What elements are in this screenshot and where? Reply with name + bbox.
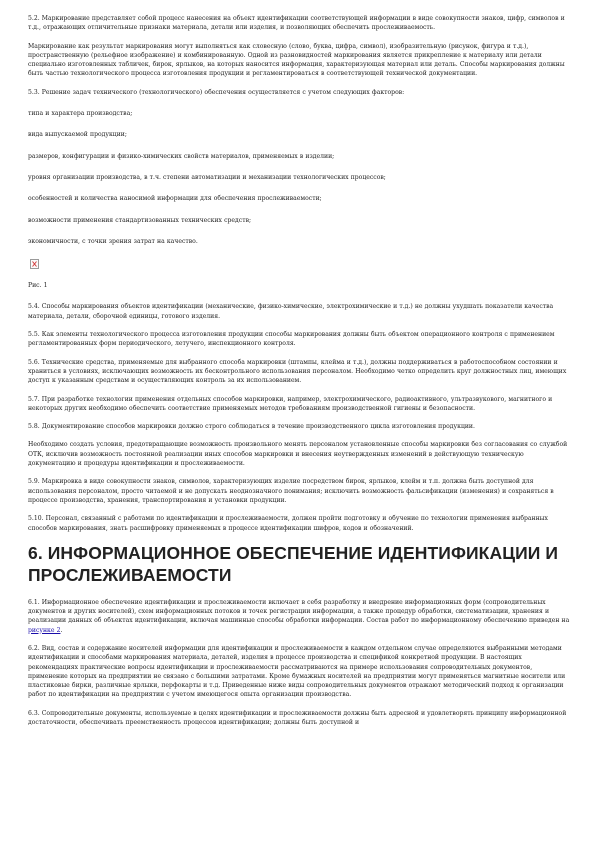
factor-item: возможности применения стандартизованных технических средств; bbox=[28, 216, 252, 224]
paragraph-5-10: 5.10. Персонал, связанный с работами по идентификации и прослеживаемости, должен пройти подготовку и обучение по технологии применения выбранных способов маркирования, знать расшифровку применяемых в процессе идентификации шифров, кодов и обозначений. bbox=[28, 515, 548, 532]
factor-item: особенностей и количества наносимой информации для обеспечения прослеживаемости; bbox=[28, 195, 322, 203]
paragraph-6-1-text: 6.1. Информационное обеспечение идентификации и прослеживаемости включает в себя разработку и внедрение информационных форм (сопроводительных документов и других носителей), схем информационных потоков и точек регистрации информации, а также процедур обработки, систематизации, хранения и реализации данных об объектах идентификации, включая машинные способы обработки информации. Состав работ по информационному обеспечению приведен на bbox=[28, 598, 570, 625]
paragraph-6-3: 6.3. Сопроводительные документы, используемые в целях идентификации и прослеживаемости должны быть адресной и удовлетворять принципу информационной достаточности, обеспечивать преемственность процессов идентификации; должны быть доступной и bbox=[28, 709, 567, 727]
paragraph-5-8: 5.8. Документирование способов маркировки должно строго соблюдаться в течение производственного цикла изготовления продукции. bbox=[28, 423, 475, 431]
figure-1 bbox=[28, 258, 570, 281]
factor-item: уровня организации производства, в т.ч. степени автоматизации и механизации технологических процессов; bbox=[28, 173, 386, 181]
figure-caption: Рис. 1 bbox=[28, 282, 48, 290]
figure-2-link[interactable]: рисунке 2 bbox=[28, 626, 61, 634]
paragraph-5-3: 5.3. Решение задач технического (технологического) обеспечения осуществляется с учетом следующих факторов: bbox=[28, 88, 405, 96]
paragraph-6-1 bbox=[28, 598, 570, 635]
factor-item: размеров, конфигурации и физико-химических свойств материалов, применяемых в изделии; bbox=[28, 152, 335, 160]
section-heading: 6. ИНФОРМАЦИОННОЕ ОБЕСПЕЧЕНИЕ ИДЕНТИФИКАЦИИ И ПРОСЛЕЖИВАЕМОСТИ bbox=[28, 542, 559, 585]
paragraph-marking-forms: Маркирование как результат маркирования могут выполняться как словесную (слово, буква, цифра, символ), изобразительную (рисунок, фигура и т.д.), пространственную (рельефное изображение) и комбинированную. Одной из разновидностей маркирования является прикрепление к материалу или детали специально изготовленных табличек, бирок, ярлыков, на которых наносится информация, характеризующая материал или деталь. Способы маркирования должны быть частью технологического процесса изготовления продукции и регламентироваться в соответствующей технической документации. bbox=[28, 42, 565, 78]
paragraph-6-1-end: . bbox=[60, 626, 63, 634]
paragraph-6-2: 6.2. Вид, состав и содержание носителей информации для идентификации и прослеживаемости в каждом отдельном случае определяются выбранными методами идентификации и способами маркирования материала, деталей, изделия в процессе производства и спецификой конкретной продукции. В настоящих рекомендациях практические вопросы идентификации и прослеживаемости рассматриваются на примере использования сопроводительных документов, применение которых на предприятии не связано с большими затратами. Кроме бумажных носителей на предприятии могут применяться магнитные носители или пластиковые бирки, различные ярлыки, перфокарты и т.д. Приведенные ниже виды сопроводительных документов отражают методический подход к организации работ по идентификации на предприятии с учетом имеющегося опыта организации производства. bbox=[28, 644, 566, 699]
paragraph-5-7: 5.7. При разработке технологии применения отдельных способов маркировки, например, электрохимического, радиоактивного, ультразвукового, магнитного и некоторых других необходимо обеспечить соответствие применяемых методов требованиям производственной гигиены и безопасности. bbox=[28, 395, 553, 412]
broken-image-icon[interactable] bbox=[30, 259, 39, 269]
paragraph-ot-control: Необходимо создать условия, предотвращающие возможность произвольного менять персоналом установленные способы маркировки без согласования со службой ОТК, исключив возможность постоянной реализации иных способов маркировки и внесения неутвержденных изменений в действующую техническую документацию и процедуры идентификации и прослеживаемости. bbox=[28, 441, 568, 468]
document-page bbox=[28, 14, 570, 736]
paragraph-5-9: 5.9. Маркировка в виде совокупности знаков, символов, характеризующих изделие посредством бирок, ярлыков, клейм и т.п. должна быть доступной для использования персоналом, просто читаемой и не допускать неоднозначного понимания; исключить возможность фальсификации (изменения) и сохраняться в процессе производства, хранения, транспортирования и установки продукции. bbox=[28, 478, 554, 504]
paragraph-5-6: 5.6. Технические средства, применяемые для выбранного способа маркировки (штампы, клейма и т.д.), должны поддерживаться в работоспособном состоянии и храниться в условиях, исключающих возможность их бесконтрольного использования персоналом. Необходимо четко определить круг должностных лиц, имеющих доступ к указанным средствам и осуществляющих контроль за их использованием. bbox=[28, 358, 567, 385]
paragraph-5-4: 5.4. Способы маркирования объектов идентификации (механические, физико-химические, электрохимические и т.д.) не должны ухудшать показатели качества материала, детали, сборочной единицы, готового изделия. bbox=[28, 303, 554, 320]
factor-item: экономичности, с точки зрения затрат на качество. bbox=[28, 237, 198, 245]
factor-item: типа и характера производства; bbox=[28, 110, 133, 118]
paragraph-5-2: 5.2. Маркирование представляет собой процесс нанесения на объект идентификации соответствующей информации в виде совокупности знаков, цифр, символов и т.д., отражающих отличительные признаки материала, детали или изделия, и позволяющих обеспечить прослеживаемость. bbox=[28, 15, 565, 32]
paragraph-5-5: 5.5. Как элементы технологического процесса изготовления продукции способы маркирования должны быть объектом операционного контроля с применением регламентированных форм периодического, летучего, инспекционного контроля. bbox=[28, 331, 555, 348]
factor-item: вида выпускаемой продукции; bbox=[28, 131, 127, 139]
